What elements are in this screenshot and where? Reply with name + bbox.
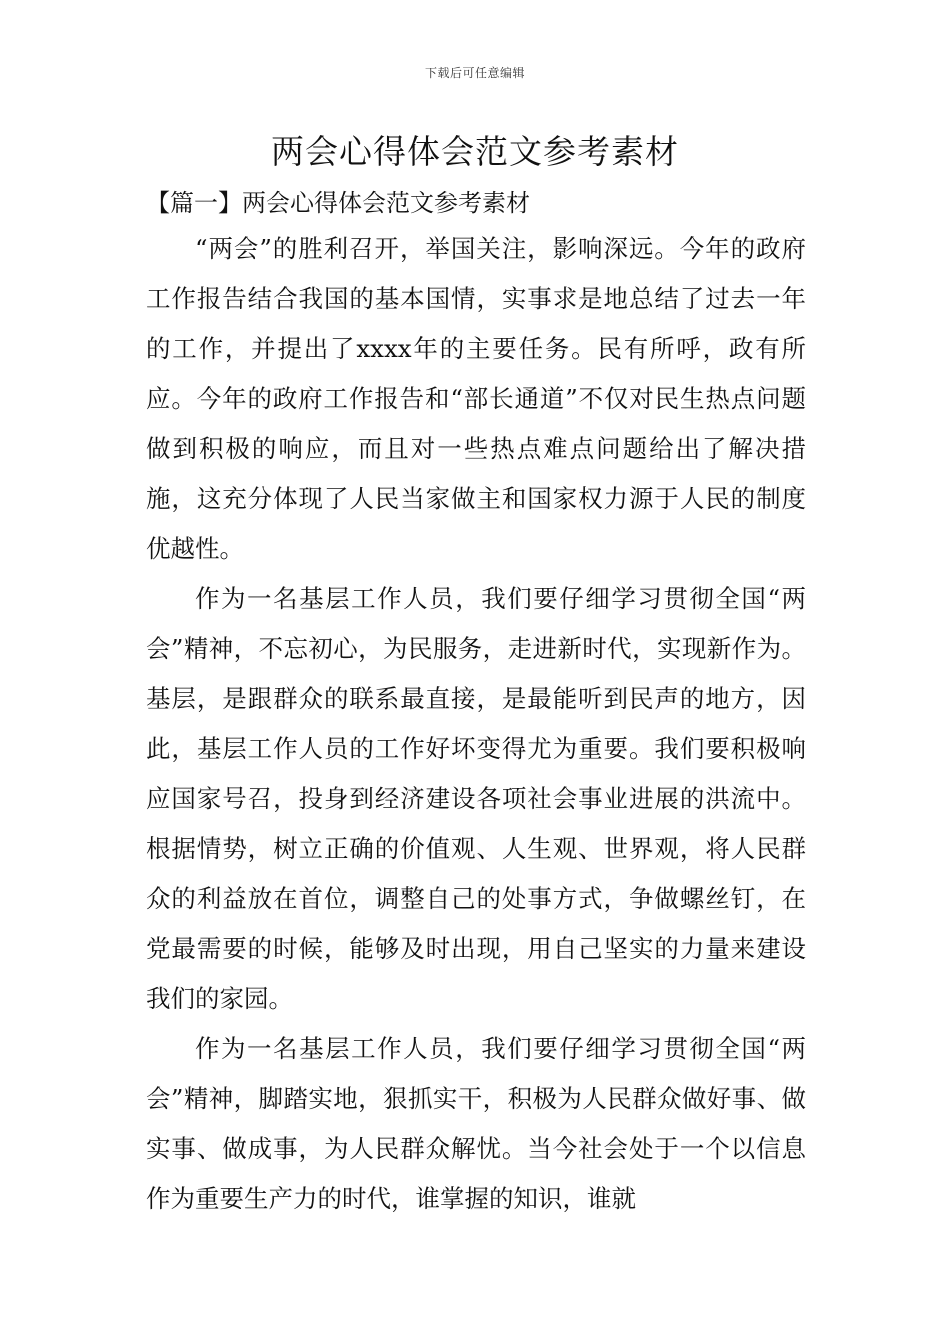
section-heading: 【篇一】两会心得体会范文参考素材	[146, 189, 530, 217]
document-title: 两会心得体会范文参考素材	[271, 132, 679, 171]
document-body	[146, 224, 806, 1224]
paragraph-3: 作为一名基层工作人员，我们要仔细学习贯彻全国“两会”精神，脚踏实地，狠抓实干，积极为人民群众做好事、做实事、做成事，为人民群众解忧。当今社会处于一个以信息作为重要生产力的时代，谁掌握的知识，谁就	[146, 1034, 806, 1213]
download-note: 下载后可任意编辑	[424, 66, 525, 80]
paragraph-2: 作为一名基层工作人员，我们要仔细学习贯彻全国“两会”精神，不忘初心，为民服务，走进新时代，实现新作为。基层，是跟群众的联系最直接，是最能听到民声的地方，因此，基层工作人员的工作好坏变得尤为重要。我们要积极响应国家号召，投身到经济建设各项社会事业进展的洪流中。根据情势，树立正确的价值观、人生观、世界观，将人民群众的利益放在首位，调整自己的处事方式，争做螺丝钉，在党最需要的时候，能够及时出现，用自己坚实的力量来建设我们的家园。	[146, 584, 806, 1013]
paragraph-1: “两会”的胜利召开，举国关注，影响深远。今年的政府工作报告结合我国的基本国情，实事求是地总结了过去一年的工作，并提出了xxxx年的主要任务。民有所呼，政有所应。今年的政府工作报告和“部长通道”不仅对民生热点问题做到积极的响应，而且对一些热点难点问题给出了解决措施，这充分体现了人民当家做主和国家权力源于人民的制度优越性。	[146, 234, 806, 563]
